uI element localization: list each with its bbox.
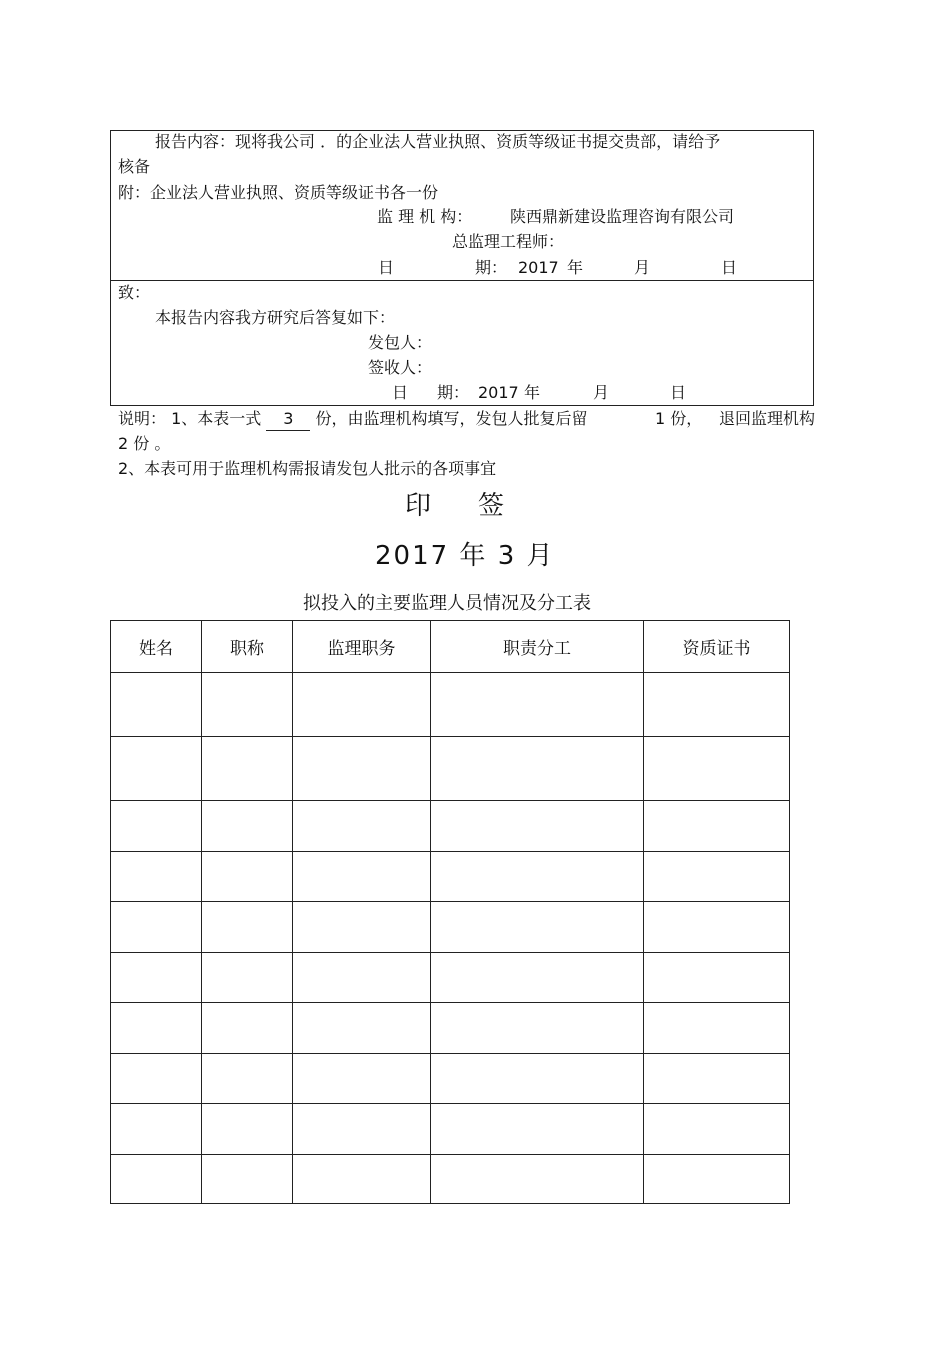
table-header-row: [111, 621, 790, 673]
reply-date-rest: 期：: [437, 383, 470, 402]
header-certificate: 资质证书: [644, 621, 790, 673]
note-keep-copies: 1 份，: [655, 409, 703, 428]
date-heading: 2017 年 3 月: [375, 541, 555, 571]
report-content-line2: 核备: [118, 157, 151, 176]
report-date-day-label: 日: [378, 258, 395, 277]
table-row: [111, 1054, 790, 1104]
header-position: 监理职务: [293, 621, 431, 673]
staff-table: [110, 620, 790, 1204]
table-row: [111, 852, 790, 902]
reply-date-year-unit: 年: [524, 383, 541, 402]
header-name: 姓名: [111, 621, 202, 673]
reply-date-day-unit: 日: [670, 383, 687, 402]
note-line1: [118, 408, 587, 431]
report-date-day-unit: 日: [721, 258, 738, 277]
employer-label: 发包人：: [368, 333, 433, 352]
org-label: 监 理 机 构：: [377, 207, 473, 226]
note-copies: 3: [266, 408, 310, 431]
org-name: 陕西鼎新建设监理咨询有限公司: [510, 207, 735, 226]
report-date-year: 2017: [518, 258, 559, 277]
note-line1-suffix: 份，由监理机构填写，发包人批复后留: [315, 409, 588, 428]
note-line1-prefix: 说明： 1、本表一式: [118, 409, 262, 428]
report-date-year-unit: 年: [567, 258, 584, 277]
note-line1-end: 退回监理机构: [719, 409, 816, 428]
table-row: [111, 673, 790, 737]
table-row: [111, 902, 790, 953]
reply-date-month-unit: 月: [593, 383, 610, 402]
note-line1b: 2 份 。: [118, 434, 171, 453]
table-row: [111, 1155, 790, 1204]
report-date-rest: 期：: [475, 258, 508, 277]
chief-engineer-label: 总监理工程师：: [452, 232, 565, 251]
reply-date-year: 2017: [478, 383, 519, 402]
table-row: [111, 801, 790, 852]
attachment-line: 附：企业法人营业执照、资质等级证书各一份: [118, 183, 439, 202]
receiver-label: 签收人：: [368, 358, 433, 377]
header-duties: 职责分工: [431, 621, 644, 673]
header-title: 职称: [202, 621, 293, 673]
report-date-month-unit: 月: [634, 258, 651, 277]
table-row: [111, 1003, 790, 1054]
seal-left: 印: [405, 491, 434, 521]
reply-date-day-label: 日: [392, 383, 409, 402]
reply-text: 本报告内容我方研究后答复如下：: [155, 308, 396, 327]
seal-right: 签: [478, 491, 507, 521]
report-content-line1: 报告内容：现将我公司 ．的企业法人营业执照、资质等级证书提交贵部，请给予: [155, 132, 721, 151]
to-label: 致：: [118, 283, 151, 302]
table-title: 拟投入的主要监理人员情况及分工表: [303, 593, 591, 614]
table-row: [111, 737, 790, 801]
table-row: [111, 953, 790, 1003]
table-row: [111, 1104, 790, 1155]
note-line2: 2、本表可用于监理机构需报请发包人批示的各项事宜: [118, 459, 497, 478]
